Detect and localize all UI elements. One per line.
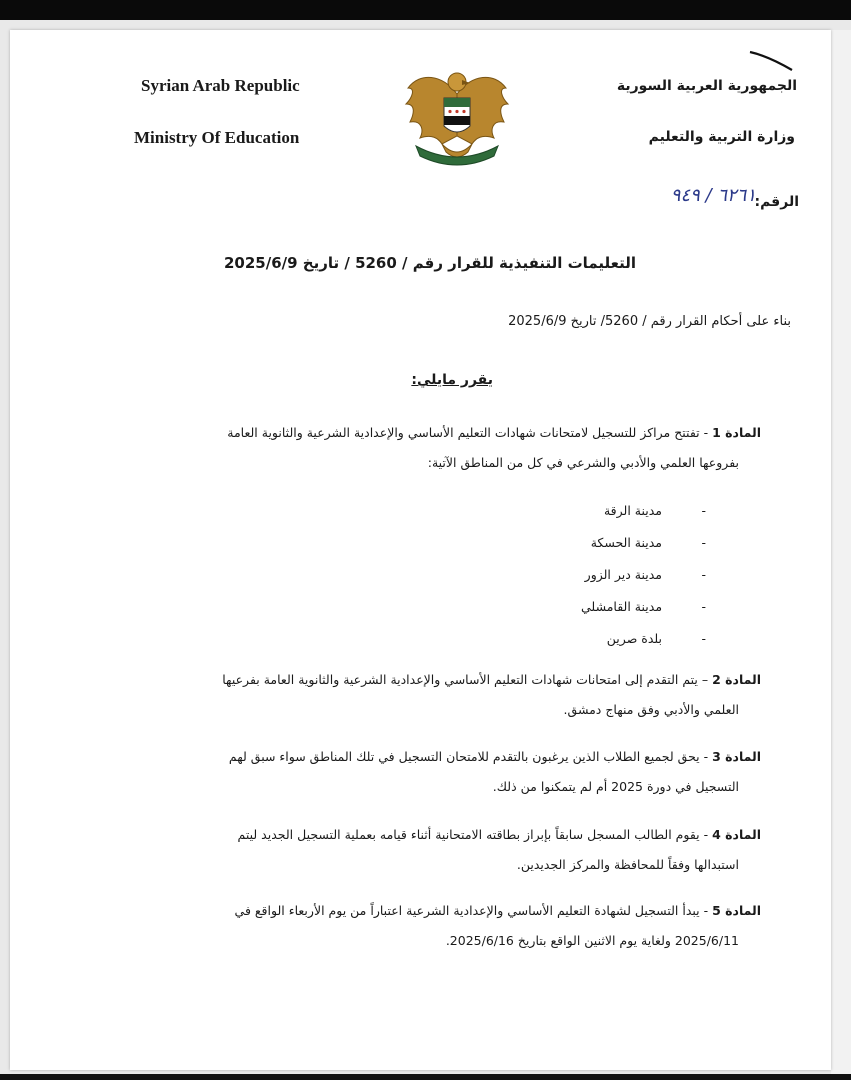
article-text: – يتم التقدم إلى امتحانات شهادات التعليم الأساسي والإعدادية الشرعية والثانوية العامة بفرعيها	[222, 672, 713, 687]
list-item: - بلدة صرين	[606, 631, 706, 646]
article-label: المادة 5	[712, 903, 761, 918]
right-margin	[831, 30, 851, 1080]
article-label: المادة 1	[712, 425, 761, 440]
article-text: 2025/6/11 ولغاية يوم الاثنين الواقع بتاريخ 2025/6/16.	[445, 933, 739, 948]
reference-number-handwritten: ٦٢٦١ / ٩٤٩	[670, 185, 756, 206]
article-text: - تفتتح مراكز للتسجيل لامتحانات شهادات التعليم الأساسي والإعدادية الشرعية والثانوية العامة	[227, 425, 713, 440]
article-label: المادة 4	[712, 827, 761, 842]
country-name-ar: الجمهورية العربية السورية	[616, 78, 797, 94]
list-item: - مدينة الحسكة	[590, 535, 706, 550]
list-item: - مدينة دير الزور	[584, 567, 706, 582]
article-text: - يبدأ التسجيل لشهادة التعليم الأساسي والإعدادية الشرعية اعتباراً من يوم الأربعاء الواقع في	[234, 903, 713, 918]
article-text: - يقوم الطالب المسجل سابقاً بإبراز بطاقته الامتحانية أثناء قيامه بعملية التسجيل الجديد ليتم	[237, 827, 713, 842]
bottom-frame-bar	[0, 1074, 851, 1080]
syrian-eagle-emblem-icon	[402, 64, 512, 170]
ministry-name-ar: وزارة التربية والتعليم	[648, 129, 795, 145]
handwritten-tick-mark	[748, 48, 794, 72]
document-title: التعليمات التنفيذية للقرار رقم / 5260 / تاريخ 2025/6/9	[223, 254, 636, 272]
article-text: استبدالها وفقاً للمحافظة والمركز الجديدين.	[516, 857, 739, 872]
article-4	[61, 820, 761, 880]
article-label: المادة 3	[712, 749, 761, 764]
article-text: بفروعها العلمي والأدبي والشرعي في كل من المناطق الآتية:	[427, 455, 739, 470]
article-3	[61, 742, 761, 802]
article-text: العلمي والأدبي وفق منهاج دمشق.	[563, 702, 739, 717]
list-item: - مدينة القامشلي	[581, 599, 706, 614]
article-2	[61, 665, 761, 725]
cities-list	[581, 495, 706, 655]
reference-number-label: الرقم:	[754, 194, 799, 210]
article-text: - يحق لجميع الطلاب الذين يرغبون بالتقدم للامتحان التسجيل في تلك المناطق سواء سبق لهم	[228, 749, 713, 764]
article-text: التسجيل في دورة 2025 أم لم يتمكنوا من ذلك.	[492, 779, 739, 794]
article-label: المادة 2	[712, 672, 761, 687]
article-1	[61, 418, 761, 478]
decides-heading: يقرر مايلي:	[411, 372, 493, 388]
top-frame-bar	[0, 0, 851, 20]
ministry-name-en: Ministry Of Education	[134, 128, 300, 147]
country-name-en: Syrian Arab Republic	[141, 76, 300, 95]
decision-basis: بناء على أحكام القرار رقم / 5260/ تاريخ 2025/6/9	[508, 314, 791, 329]
list-item: - مدينة الرقة	[603, 503, 706, 518]
article-5	[61, 896, 761, 956]
